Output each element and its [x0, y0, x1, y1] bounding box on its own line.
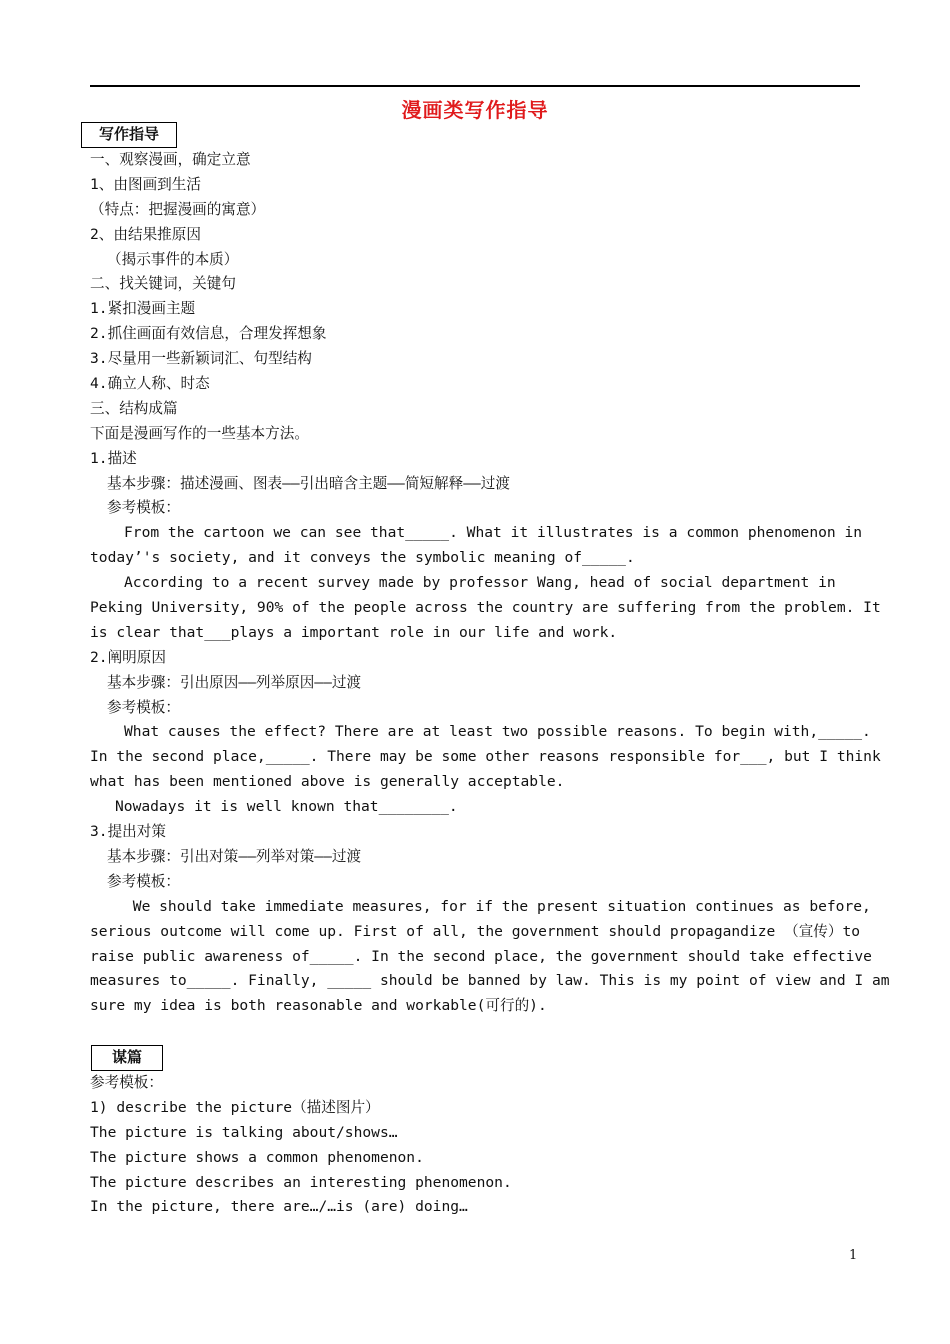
text-line: measures to_____. Finally, _____ should be banned by law. This is my point of view and I am	[90, 972, 890, 990]
section-label-planning: 谋篇	[91, 1045, 163, 1071]
text-line: 2、由结果推原因	[90, 225, 201, 243]
text-line: 参考模板：	[90, 1074, 163, 1091]
text-line: （特点：把握漫画的寓意）	[90, 200, 266, 218]
text-line: The picture is talking about/shows…	[90, 1123, 398, 1141]
text-line: What causes the effect? There are at least two possible reasons. To begin with,_____.	[124, 723, 871, 741]
text-line: 3.尽量用一些新颖词汇、句型结构	[90, 350, 312, 368]
header-rule	[90, 85, 860, 87]
section2-body	[90, 1071, 865, 1220]
text-line: 参考模板：	[107, 698, 180, 716]
text-line: 参考模板：	[107, 872, 180, 890]
text-line: In the picture, there are…/…is (are) doing…	[90, 1198, 468, 1216]
page-title: 漫画类写作指导	[401, 98, 549, 122]
text-line: 一、观察漫画，确定立意	[90, 151, 251, 168]
text-line: 基本步骤：引出对策——列举对策——过渡	[107, 847, 362, 865]
text-line: From the cartoon we can see that_____. What it illustrates is a common phenomenon in	[124, 524, 863, 542]
text-line: 2.抓住画面有效信息，合理发挥想象	[90, 325, 327, 343]
text-line: The picture shows a common phenomenon.	[90, 1148, 424, 1166]
section1-body	[90, 148, 890, 1019]
text-line: （揭示事件的本质）	[107, 250, 239, 268]
section-label-writing-guide: 写作指导	[81, 122, 177, 148]
text-line: 1.描述	[90, 449, 137, 467]
text-line: 基本步骤：引出原因——列举原因——过渡	[107, 673, 362, 691]
text-line: Nowadays it is well known that________.	[115, 798, 458, 816]
text-line: Peking University, 90% of the people across the country are suffering from the problem. It	[90, 599, 881, 617]
text-line: 基本步骤：描述漫画、图表——引出暗含主题——简短解释——过渡	[107, 474, 510, 492]
text-line: According to a recent survey made by professor Wang, head of social department in	[124, 574, 836, 592]
text-line: what has been mentioned above is generally acceptable.	[90, 773, 565, 791]
text-line: In the second place,_____. There may be some other reasons responsible for___, but I think	[90, 748, 881, 766]
text-line: 1) describe the picture（描述图片）	[90, 1098, 380, 1116]
text-line: is clear that___plays a important role in our life and work.	[90, 623, 618, 641]
text-line: 三、结构成篇	[90, 399, 178, 417]
text-line: sure my idea is both reasonable and workable(可行的).	[90, 997, 547, 1015]
text-line: raise public awareness of_____. In the second place, the government should take effective	[90, 947, 872, 965]
text-line: 3.提出对策	[90, 823, 166, 841]
text-line: The picture describes an interesting phenomenon.	[90, 1173, 512, 1191]
text-line: 参考模板：	[107, 499, 180, 517]
text-line: serious outcome will come up. First of all, the government should propagandize （宣传）to	[90, 922, 861, 940]
text-line: today’'s society, and it conveys the symbolic meaning of_____.	[90, 549, 635, 567]
text-line: 二、找关键词，关键句	[90, 275, 236, 293]
text-line: 4.确立人称、时态	[90, 375, 210, 393]
page-number: 1	[849, 1248, 858, 1263]
text-line: 1、由图画到生活	[90, 175, 201, 193]
text-line: 2.阐明原因	[90, 648, 166, 666]
text-line: 下面是漫画写作的一些基本方法。	[90, 424, 309, 442]
text-line: We should take immediate measures, for if the present situation continues as before,	[124, 897, 871, 915]
text-line: 1.紧扣漫画主题	[90, 300, 196, 318]
